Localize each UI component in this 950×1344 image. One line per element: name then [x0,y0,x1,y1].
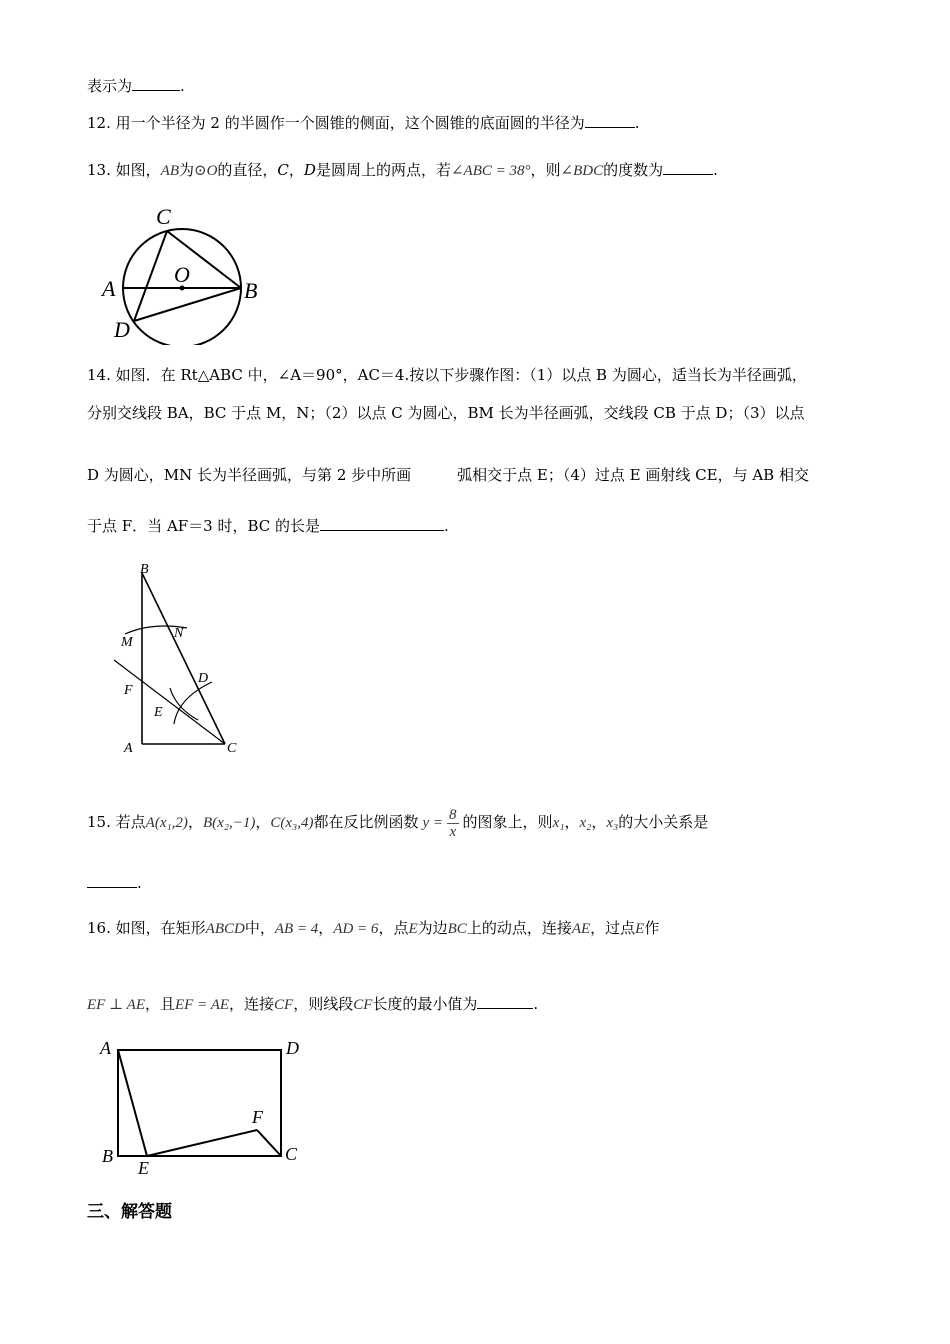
segment-fc [257,1130,281,1156]
q15-numerator: 8 [449,806,457,823]
q13-d: D [303,161,316,179]
q13-text: 为 [178,161,194,179]
q16-e: E [408,921,418,937]
q15-end: . [137,874,142,892]
q15-x1: x₁ [552,815,565,831]
q15-text: ， [187,813,203,831]
q15-point-b: B(x₂,−1) [202,815,256,831]
q12-number: 12. [87,114,111,132]
q15-point-a: A(x₁,2) [145,815,188,831]
q16-text: 为边 [417,919,448,937]
q16-text: ， [318,919,334,937]
circle-diagram [98,200,273,345]
q15-text: 若点 [115,813,146,831]
q14-text: 于点 F．当 AF＝3 时，BC 的长是 [87,517,321,535]
q13-number: 13. [87,161,111,179]
question-13 [87,160,718,181]
q14-line2: 分别交线段 BA，BC 于点 M，N；（2）以点 C 为圆心，BM 长为半径画弧，交线段 CB 于点 D；（3）以点 [87,404,805,422]
q13-end: . [713,161,718,179]
q15-text: 的图象上，则 [462,813,553,831]
q15-function-y: y = [422,815,444,831]
label-f: F [252,1107,263,1127]
label-c: C [227,741,237,756]
question-16-line1 [87,918,659,939]
q16-text: ，过点 [590,919,636,937]
q15-x2: x₂ [579,815,592,831]
q16-text: ，则线段 [293,995,354,1013]
segment-ae [118,1050,147,1156]
label-c: C [285,1144,298,1164]
q16-text: 中， [244,919,275,937]
label-e: E [138,1158,149,1176]
section-heading: 三、解答题 [87,1202,172,1222]
q15-denominator: x [449,823,457,840]
triangle-construction-diagram [112,558,252,758]
q15-number: 15. [87,813,111,831]
q16-text: 作 [644,919,660,937]
q16-ad-equals-6: AD = 6 [333,921,379,937]
rectangle-diagram [98,1036,308,1176]
q16-number: 16. [87,919,111,937]
q16-text: 如图，在矩形 [115,919,206,937]
q16-figure [98,1036,308,1180]
label-e: E [154,705,163,720]
q14-blank[interactable] [320,516,444,531]
q13-c: C [277,161,289,179]
q16-text: 上的动点，连接 [466,919,572,937]
q13-text: 的度数为 [603,161,664,179]
q15-blank[interactable] [87,873,137,888]
q13-ab: AB [160,163,179,179]
q15-text: ， [255,813,271,831]
q16-perpendicular: EF ⊥ AE [87,997,145,1013]
q11-tail [87,76,185,96]
q16-text: ，连接 [229,995,275,1013]
q16-cf: CF [353,997,373,1013]
question-16-line2 [87,994,538,1015]
label-a: A [124,741,133,756]
q11-text: 表示为 [87,77,133,95]
label-b: B [140,562,149,577]
label-f: F [124,683,133,698]
q13-angle-bdc: ∠BDC [560,163,604,179]
q13-figure [98,200,273,349]
q16-text: 长度的最小值为 [372,995,478,1013]
segment-db [134,288,241,321]
q13-angle-abc: ∠ABC = 38° [450,163,531,179]
q15-fraction [447,807,459,840]
q16-text: ，且 [145,995,176,1013]
q13-blank[interactable] [663,160,713,175]
q12-text: 用一个半径为 2 的半圆作一个圆锥的侧面，这个圆锥的底面圆的半径为 [115,114,585,132]
question-15 [87,805,708,840]
q16-cf: CF [274,997,294,1013]
q15-text: ， [591,813,607,831]
q16-bc: BC [447,921,467,937]
ray-ce [114,660,225,744]
label-c: C [156,204,171,229]
label-b: B [102,1146,113,1166]
label-d: D [198,671,209,686]
q12-end: . [634,114,640,132]
q15-answer-line [87,873,142,893]
q15-text: 都在反比例函数 [313,813,419,831]
q13-text: ，则 [530,161,561,179]
q16-e: E [635,921,645,937]
q16-rect-abcd: ABCD [205,921,245,937]
label-d: D [114,317,130,342]
segment-ef [147,1130,257,1156]
label-m: M [121,635,133,650]
label-d: D [286,1038,299,1058]
q16-ef-equals-ae: EF = AE [175,997,230,1013]
q14-line4 [87,516,449,536]
label-b: B [244,278,258,303]
q11-end: . [180,77,185,95]
q14-line3-part2: 弧相交于点 E；（4）过点 E 画射线 CE，与 AB 相交 [457,466,809,484]
q15-x3: x₃ [606,815,619,831]
q16-ae: AE [571,921,591,937]
q14-line1: 14. 如图．在 Rt△ABC 中，∠A＝90°，AC＝4.按以下步骤作图：（1）以点 B 为圆心，适当长为半径画弧， [87,366,807,384]
q14-end: . [444,517,449,535]
q12-blank[interactable] [585,113,635,128]
q11-blank[interactable] [132,76,180,91]
label-o: O [174,262,190,287]
q13-text: ， [288,161,304,179]
q14-line3-part1: D 为圆心，MN 长为半径画弧，与第 2 步中所画 [87,466,412,484]
q13-text: 是圆周上的两点，若 [315,161,451,179]
q16-ab-equals-4: AB = 4 [274,921,319,937]
q15-point-c: C(x₃,4) [270,815,314,831]
q16-end: . [533,995,539,1013]
q15-text: ， [564,813,580,831]
q16-blank[interactable] [477,994,533,1009]
label-a: A [100,1038,111,1058]
q14-line3 [87,465,809,485]
q15-text: 的大小关系是 [618,813,709,831]
q13-circle-o: ⊙O [194,163,218,179]
segment-cd [134,231,167,321]
label-a: A [102,276,116,301]
q13-text: 的直径， [217,161,278,179]
label-n: N [174,626,184,641]
q13-text: 如图， [115,161,161,179]
q14-figure [112,558,252,762]
question-12 [87,113,640,133]
q16-text: ，点 [378,919,409,937]
